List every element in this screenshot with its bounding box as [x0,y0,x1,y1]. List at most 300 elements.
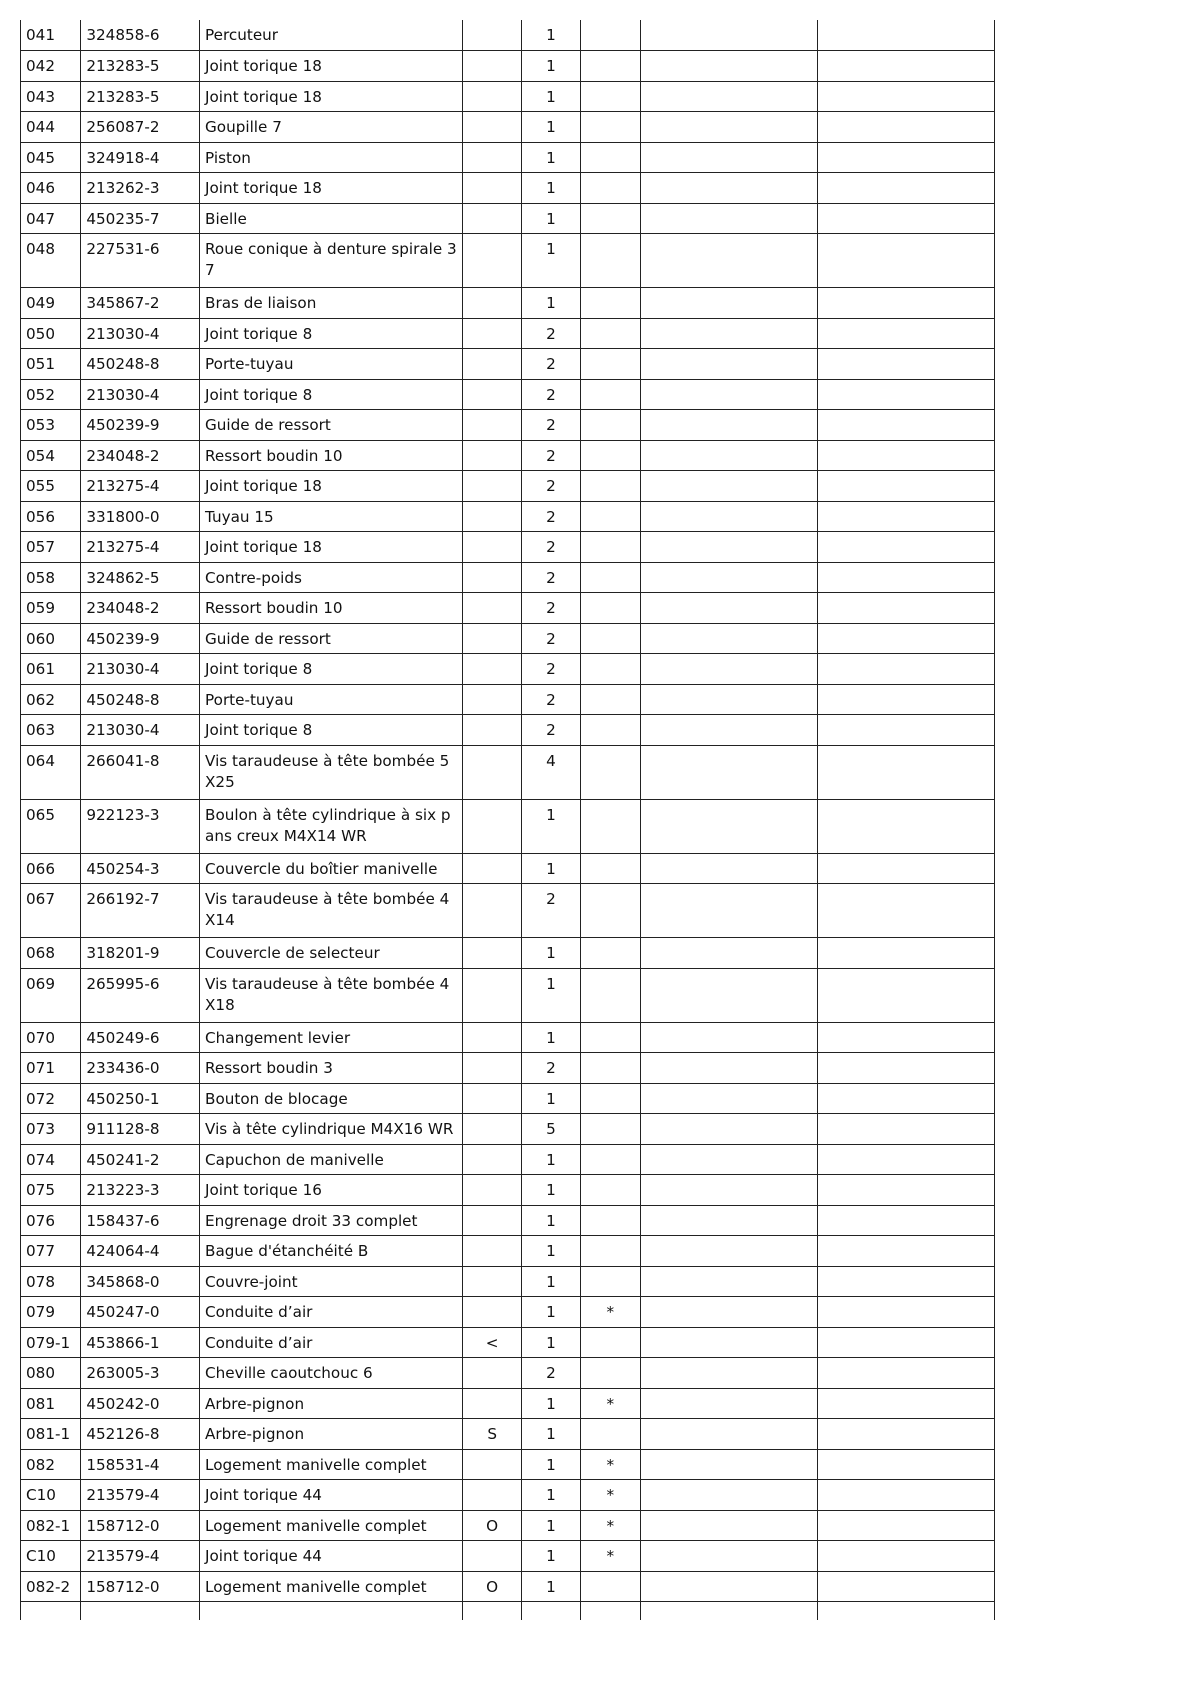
cell-quantity: 1 [522,1449,580,1480]
cell-note [462,318,521,349]
cell-empty [640,349,817,380]
cell-empty [817,1236,994,1267]
cell-description: Guide de ressort [200,410,463,441]
cell-empty [817,1510,994,1541]
cell-empty [640,1388,817,1419]
cell-empty [817,1327,994,1358]
cell-empty [817,20,994,51]
cell-note [462,349,521,380]
cell-description: Bielle [200,203,463,234]
cell-mark: * [580,1297,640,1328]
cell-part-number: 424064-4 [81,1236,200,1267]
cell-item-number: 059 [21,593,81,624]
cell-continuation [462,1602,521,1620]
cell-empty [817,684,994,715]
cell-mark [580,799,640,853]
cell-empty [817,1419,994,1450]
cell-item-number: 080 [21,1358,81,1389]
cell-part-number: 213030-4 [81,654,200,685]
cell-quantity: 2 [522,715,580,746]
cell-mark [580,1144,640,1175]
table-row [21,1205,995,1236]
cell-item-number: 071 [21,1053,81,1084]
table-row [21,51,995,82]
cell-empty [817,853,994,884]
cell-quantity: 1 [522,1419,580,1450]
cell-description: Piston [200,142,463,173]
cell-item-number: 075 [21,1175,81,1206]
cell-part-number: 452126-8 [81,1419,200,1450]
cell-quantity: 2 [522,532,580,563]
cell-item-number: 066 [21,853,81,884]
table-row-continuation [21,1602,995,1620]
cell-note [462,288,521,319]
cell-note: S [462,1419,521,1450]
cell-empty [640,593,817,624]
cell-note [462,142,521,173]
cell-part-number: 213283-5 [81,81,200,112]
cell-mark [580,938,640,969]
cell-note [462,471,521,502]
table-row [21,1236,995,1267]
cell-mark [580,51,640,82]
cell-quantity: 5 [522,1114,580,1145]
cell-quantity: 1 [522,1175,580,1206]
cell-item-number: 073 [21,1114,81,1145]
cell-note [462,1144,521,1175]
cell-quantity: 2 [522,501,580,532]
cell-quantity: 1 [522,112,580,143]
cell-note [462,745,521,799]
cell-part-number: 324918-4 [81,142,200,173]
cell-empty [640,938,817,969]
cell-item-number: 081-1 [21,1419,81,1450]
table-row [21,684,995,715]
table-row [21,1083,995,1114]
cell-mark [580,1083,640,1114]
cell-quantity: 2 [522,349,580,380]
cell-empty [640,379,817,410]
cell-part-number: 213262-3 [81,173,200,204]
cell-description: Joint torique 18 [200,173,463,204]
cell-quantity: 1 [522,288,580,319]
cell-description: Roue conique à denture spirale 37 [200,234,463,288]
cell-mark [580,1114,640,1145]
cell-quantity: 1 [522,1083,580,1114]
cell-note [462,1175,521,1206]
cell-mark [580,1419,640,1450]
cell-part-number: 213030-4 [81,715,200,746]
cell-item-number: 060 [21,623,81,654]
cell-mark: * [580,1541,640,1572]
cell-item-number: 072 [21,1083,81,1114]
cell-quantity: 1 [522,1388,580,1419]
cell-part-number: 266041-8 [81,745,200,799]
cell-empty [640,853,817,884]
cell-note [462,593,521,624]
table-row [21,1175,995,1206]
cell-empty [817,203,994,234]
cell-note [462,884,521,938]
cell-mark [580,1266,640,1297]
cell-empty [640,1358,817,1389]
table-row [21,654,995,685]
cell-description: Percuteur [200,20,463,51]
table-row [21,562,995,593]
cell-description: Ressort boudin 10 [200,440,463,471]
cell-part-number: 324862-5 [81,562,200,593]
cell-empty [640,1266,817,1297]
cell-note [462,379,521,410]
cell-mark [580,349,640,380]
cell-empty [817,1358,994,1389]
cell-mark [580,379,640,410]
cell-empty [817,593,994,624]
cell-item-number: 041 [21,20,81,51]
cell-quantity: 1 [522,853,580,884]
cell-empty [640,1236,817,1267]
cell-description: Porte-tuyau [200,349,463,380]
cell-part-number: 263005-3 [81,1358,200,1389]
cell-note [462,1266,521,1297]
cell-empty [817,1449,994,1480]
cell-empty [817,1022,994,1053]
cell-part-number: 213579-4 [81,1480,200,1511]
cell-item-number: 049 [21,288,81,319]
cell-empty [817,349,994,380]
cell-description: Joint torique 16 [200,1175,463,1206]
cell-continuation [580,1602,640,1620]
parts-table-body [21,20,995,1620]
cell-note [462,112,521,143]
cell-empty [640,112,817,143]
cell-continuation [522,1602,580,1620]
cell-empty [640,1571,817,1602]
table-row [21,234,995,288]
cell-empty [817,471,994,502]
cell-empty [640,654,817,685]
cell-note: < [462,1327,521,1358]
cell-item-number: 053 [21,410,81,441]
cell-note [462,173,521,204]
cell-description: Logement manivelle complet [200,1571,463,1602]
cell-part-number: 158531-4 [81,1449,200,1480]
cell-part-number: 450250-1 [81,1083,200,1114]
cell-mark [580,1205,640,1236]
cell-empty [817,968,994,1022]
cell-quantity: 2 [522,410,580,441]
cell-mark [580,1175,640,1206]
table-row [21,1022,995,1053]
cell-note [462,623,521,654]
cell-empty [640,684,817,715]
cell-empty [640,1449,817,1480]
cell-part-number: 213030-4 [81,318,200,349]
cell-empty [817,1053,994,1084]
cell-item-number: 057 [21,532,81,563]
cell-quantity: 1 [522,1541,580,1572]
cell-mark [580,318,640,349]
cell-mark [580,112,640,143]
cell-note [462,1297,521,1328]
cell-note [462,1022,521,1053]
table-row [21,471,995,502]
cell-item-number: 065 [21,799,81,853]
table-row [21,715,995,746]
cell-empty [817,379,994,410]
cell-description: Engrenage droit 33 complet [200,1205,463,1236]
cell-part-number: 158712-0 [81,1571,200,1602]
table-row [21,593,995,624]
cell-note [462,203,521,234]
table-row [21,1541,995,1572]
cell-quantity: 2 [522,654,580,685]
cell-mark: * [580,1480,640,1511]
cell-note [462,1053,521,1084]
cell-continuation [81,1602,200,1620]
cell-empty [640,471,817,502]
cell-quantity: 1 [522,1297,580,1328]
cell-item-number: 044 [21,112,81,143]
table-row [21,349,995,380]
cell-quantity: 1 [522,173,580,204]
cell-empty [817,288,994,319]
cell-empty [640,288,817,319]
cell-description: Vis taraudeuse à tête bombée 4X14 [200,884,463,938]
cell-mark [580,1236,640,1267]
cell-mark [580,715,640,746]
cell-mark [580,684,640,715]
table-row [21,142,995,173]
cell-item-number: 077 [21,1236,81,1267]
cell-empty [640,234,817,288]
cell-note [462,20,521,51]
cell-empty [640,318,817,349]
cell-empty [640,203,817,234]
cell-empty [640,410,817,441]
cell-part-number: 450239-9 [81,410,200,441]
cell-continuation [817,1602,994,1620]
cell-item-number: 061 [21,654,81,685]
cell-description: Vis taraudeuse à tête bombée 4X18 [200,968,463,1022]
cell-description: Cheville caoutchouc 6 [200,1358,463,1389]
cell-item-number: 067 [21,884,81,938]
cell-empty [640,562,817,593]
cell-quantity: 1 [522,1205,580,1236]
cell-empty [817,142,994,173]
cell-empty [640,1022,817,1053]
cell-mark [580,1022,640,1053]
cell-note [462,684,521,715]
cell-item-number: 078 [21,1266,81,1297]
table-row [21,968,995,1022]
table-row [21,1327,995,1358]
cell-mark [580,203,640,234]
cell-empty [817,1541,994,1572]
cell-mark [580,623,640,654]
cell-mark [580,20,640,51]
cell-quantity: 2 [522,593,580,624]
cell-empty [640,173,817,204]
table-row [21,1480,995,1511]
cell-empty [640,799,817,853]
cell-description: Tuyau 15 [200,501,463,532]
cell-note [462,1205,521,1236]
cell-mark: * [580,1449,640,1480]
table-row [21,1419,995,1450]
cell-quantity: 1 [522,81,580,112]
cell-description: Vis taraudeuse à tête bombée 5X25 [200,745,463,799]
cell-quantity: 1 [522,1327,580,1358]
table-row [21,1571,995,1602]
cell-quantity: 1 [522,938,580,969]
cell-description: Arbre-pignon [200,1388,463,1419]
cell-item-number: 082-1 [21,1510,81,1541]
cell-empty [817,799,994,853]
cell-continuation [21,1602,81,1620]
cell-empty [817,715,994,746]
cell-item-number: 045 [21,142,81,173]
cell-description: Porte-tuyau [200,684,463,715]
cell-empty [640,1327,817,1358]
cell-mark [580,853,640,884]
cell-mark [580,288,640,319]
cell-description: Ressort boudin 3 [200,1053,463,1084]
cell-mark [580,884,640,938]
table-row [21,379,995,410]
cell-description: Bague d'étanchéité B [200,1236,463,1267]
cell-quantity: 2 [522,1358,580,1389]
cell-mark [580,745,640,799]
cell-item-number: 048 [21,234,81,288]
cell-note [462,1083,521,1114]
cell-item-number: 064 [21,745,81,799]
cell-empty [640,440,817,471]
cell-note [462,968,521,1022]
cell-empty [640,1541,817,1572]
cell-note [462,532,521,563]
cell-empty [640,745,817,799]
table-row [21,1144,995,1175]
cell-part-number: 450247-0 [81,1297,200,1328]
cell-note [462,654,521,685]
table-row [21,1266,995,1297]
cell-part-number: 227531-6 [81,234,200,288]
cell-empty [817,1083,994,1114]
cell-empty [817,884,994,938]
cell-part-number: 265995-6 [81,968,200,1022]
cell-mark [580,440,640,471]
cell-quantity: 1 [522,799,580,853]
table-row [21,81,995,112]
cell-empty [640,1053,817,1084]
cell-empty [817,532,994,563]
cell-description: Changement levier [200,1022,463,1053]
cell-item-number: 070 [21,1022,81,1053]
cell-empty [817,1144,994,1175]
cell-part-number: 450248-8 [81,684,200,715]
cell-part-number: 450235-7 [81,203,200,234]
cell-mark [580,142,640,173]
cell-empty [817,1571,994,1602]
cell-description: Joint torique 18 [200,51,463,82]
cell-note [462,799,521,853]
cell-part-number: 450254-3 [81,853,200,884]
table-row [21,745,995,799]
cell-quantity: 1 [522,51,580,82]
table-row [21,1297,995,1328]
cell-empty [817,51,994,82]
cell-empty [817,1266,994,1297]
cell-empty [817,1205,994,1236]
cell-mark [580,234,640,288]
cell-item-number: 082-2 [21,1571,81,1602]
cell-empty [817,745,994,799]
cell-part-number: 213275-4 [81,471,200,502]
cell-description: Joint torique 18 [200,471,463,502]
table-row [21,318,995,349]
cell-empty [640,1114,817,1145]
cell-note [462,1388,521,1419]
cell-part-number: 450248-8 [81,349,200,380]
cell-empty [817,938,994,969]
table-row [21,1358,995,1389]
cell-quantity: 1 [522,968,580,1022]
cell-part-number: 213030-4 [81,379,200,410]
cell-part-number: 213579-4 [81,1541,200,1572]
cell-empty [640,532,817,563]
cell-quantity: 2 [522,884,580,938]
cell-empty [817,1114,994,1145]
cell-empty [817,234,994,288]
cell-description: Arbre-pignon [200,1419,463,1450]
cell-description: Capuchon de manivelle [200,1144,463,1175]
cell-item-number: C10 [21,1541,81,1572]
cell-empty [817,173,994,204]
cell-description: Conduite d’air [200,1297,463,1328]
cell-note [462,1114,521,1145]
cell-quantity: 2 [522,1053,580,1084]
cell-description: Couvercle de selecteur [200,938,463,969]
cell-quantity: 2 [522,471,580,502]
cell-mark [580,501,640,532]
cell-empty [640,1175,817,1206]
cell-empty [640,501,817,532]
cell-empty [817,81,994,112]
table-row [21,799,995,853]
cell-empty [640,1510,817,1541]
cell-empty [817,623,994,654]
cell-part-number: 213223-3 [81,1175,200,1206]
cell-part-number: 450242-0 [81,1388,200,1419]
cell-quantity: 1 [522,142,580,173]
table-row [21,1053,995,1084]
cell-item-number: 052 [21,379,81,410]
table-row [21,1510,995,1541]
cell-quantity: 2 [522,562,580,593]
table-row [21,1388,995,1419]
cell-note [462,81,521,112]
cell-item-number: 046 [21,173,81,204]
cell-empty [817,1480,994,1511]
cell-note [462,234,521,288]
table-row [21,1114,995,1145]
cell-description: Joint torique 8 [200,318,463,349]
cell-item-number: 068 [21,938,81,969]
cell-item-number: 076 [21,1205,81,1236]
cell-description: Contre-poids [200,562,463,593]
cell-note: O [462,1571,521,1602]
